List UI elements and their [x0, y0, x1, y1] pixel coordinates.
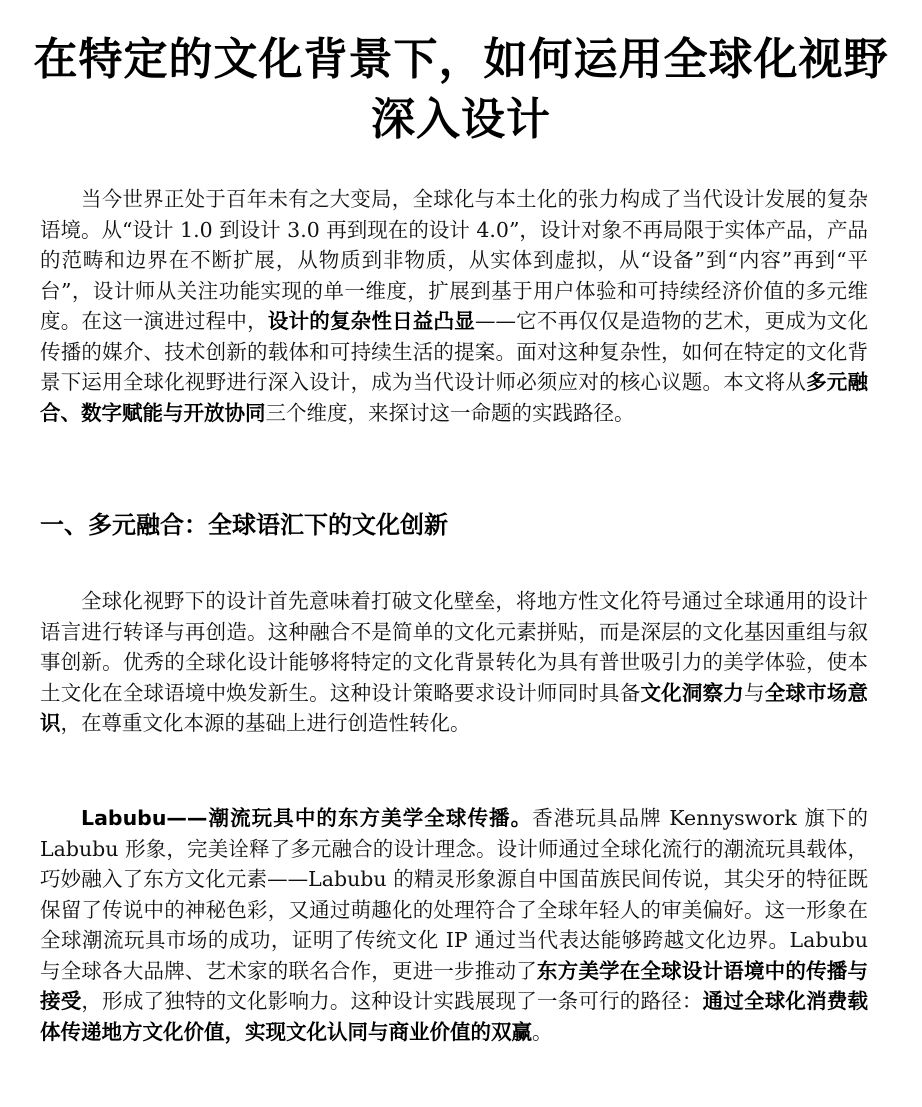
s1p2-emphasis-spread: 东方美学在全球设计语境中的传播与接受: [40, 958, 868, 1013]
intro-text-2: ——它不再仅仅是造物的艺术，更成为文化传播的媒介、技术创新的载体和可持续生活的提案。面对这种复杂性，如何在特定的文化背景下运用全球化视野进行深入设计，成为当代设计师必须应对的核心议题。本文将从: [40, 309, 869, 394]
intro-text-3: 三个维度，来探讨这一命题的实践路径。: [265, 400, 635, 425]
document-title: 在特定的文化背景下，如何运用全球化视野深入设计: [33, 34, 889, 145]
s1p2-text-3: 。: [532, 1019, 553, 1044]
s1p2-emphasis-winwin: 通过全球化消费载体传递地方文化价值，实现文化认同与商业价值的双赢: [40, 989, 869, 1044]
s1p1-emphasis-market: 全球市场意识: [40, 680, 869, 735]
s1p1-text-2: 与: [743, 680, 765, 705]
s1p1-text-3: ，在尊重文化本源的基础上进行创造性转化。: [60, 711, 471, 735]
s1p1-emphasis-insight: 文化洞察力: [640, 680, 744, 705]
intro-emphasis-complexity: 设计的复杂性日益凸显: [267, 309, 475, 333]
intro-paragraph: [40, 184, 868, 428]
section1-paragraph-1: [40, 586, 868, 739]
s1p2-text-1: 香港玩具品牌 Kennyswork 旗下的 Labubu 形象，完美诠释了多元融合的设计理念。设计师通过全球化流行的潮流玩具载体，巧妙融入了东方文化元素——Labubu 的精灵形象源自中国苗族民间传说，其尖牙的特征既保留了传说中的神秘色彩，又通过萌趣化的处理符合了全球年轻人的审美偏好。这一形象在全球潮流玩具市场的成功，证明了传统文化 IP 通过当代表达能够跨越文化边界。Labubu 与全球各大品牌、艺术家的联名合作，更进一步推动了: [40, 806, 869, 983]
intro-emphasis-dimensions: 多元融合、数字赋能与开放协同: [40, 370, 869, 425]
section1-paragraph-2: [40, 803, 868, 1047]
s1p2-text-2: ，形成了独特的文化影响力。这种设计实践展现了一条可行的路径：: [81, 989, 703, 1013]
s1p1-text-1: 全球化视野下的设计首先意味着打破文化壁垒，将地方性文化符号通过全球通用的设计语言进行转译与再创造。这种融合不是简单的文化元素拼贴，而是深层的文化基因重组与叙事创新。优秀的全球化设计能够将特定的文化背景转化为具有普世吸引力的美学体验，使本土文化在全球语境中焕发新生。这种设计策略要求设计师同时具备: [40, 589, 868, 705]
s1p2-lead-heading: Labubu——潮流玩具中的东方美学全球传播。: [81, 806, 533, 830]
section-heading-1: 一、多元融合：全球语汇下的文化创新: [40, 511, 448, 539]
intro-text-1: 当今世界正处于百年未有之大变局，全球化与本土化的张力构成了当代设计发展的复杂语境。从“设计 1.0 到设计 3.0 再到现在的设计 4.0”，设计对象不再局限于实体产品，产品的范畴和边界在不断扩展，从物质到非物质，从实体到虚拟，从“设备”到“内容”再到“平台”，设计师从关注功能实现的单一维度，扩展到基于用户体验和可持续经济价值的多元维度。在这一演进过程中，: [40, 187, 868, 333]
